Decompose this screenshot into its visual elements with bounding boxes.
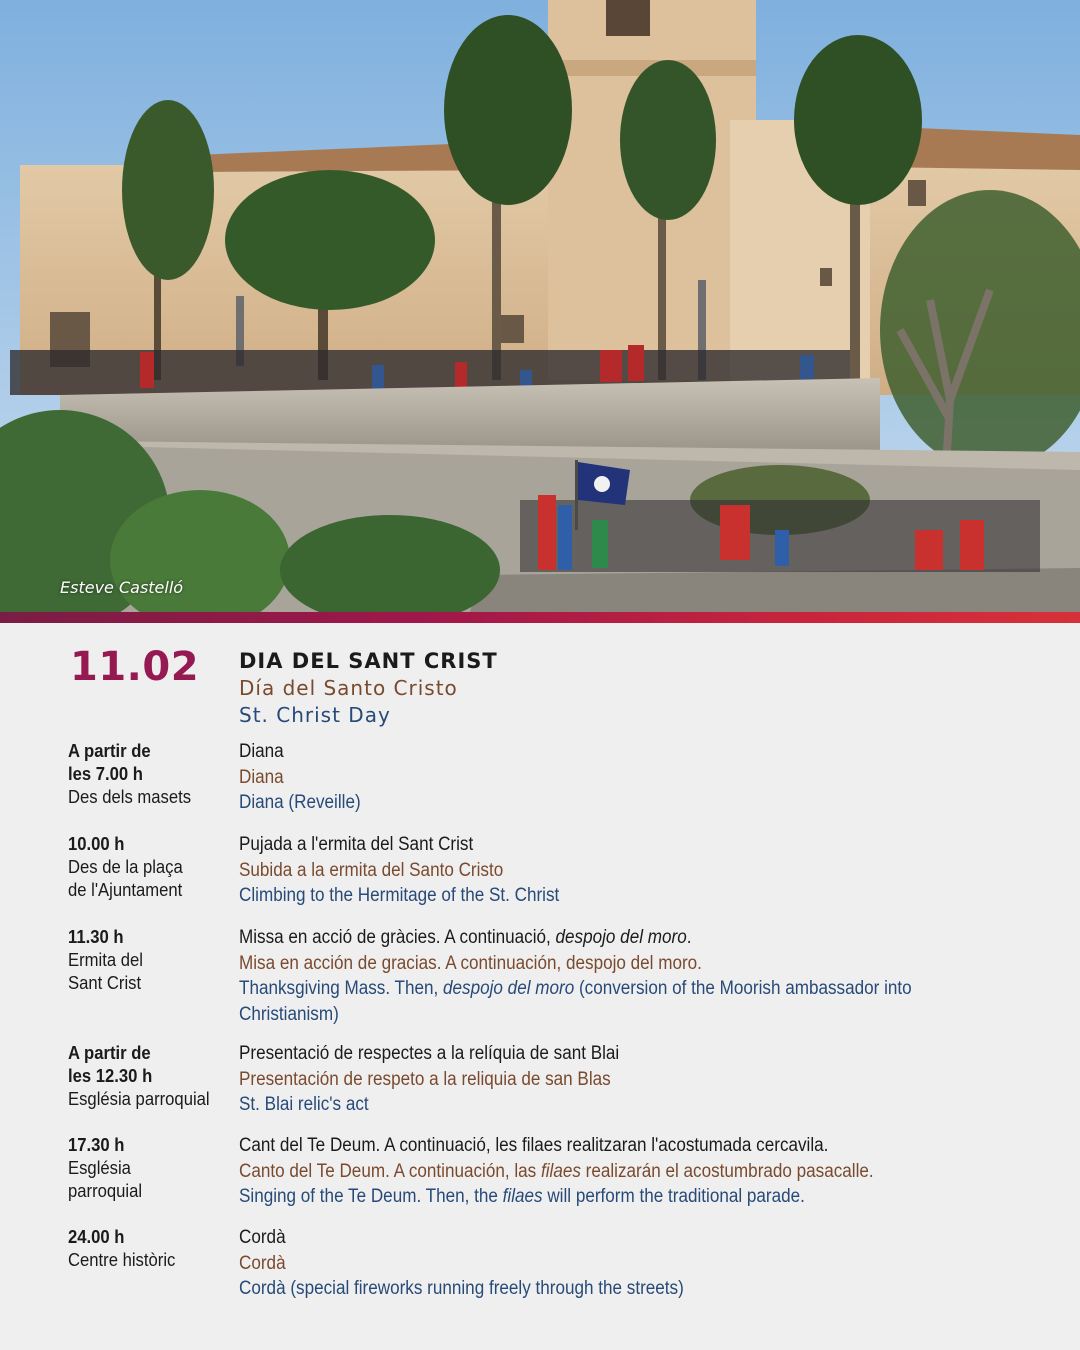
event-place: Església parroquial	[68, 1088, 210, 1109]
event-place: de l'Ajuntament	[68, 879, 183, 900]
event-time-place	[68, 1041, 217, 1110]
event-description	[239, 925, 959, 1027]
event-place: Des dels masets	[68, 786, 192, 807]
desc-english: Singing of the Te Deum. Then, the filaes will perform the traditional parade.	[239, 1186, 805, 1207]
event-time: les 7.00 h	[68, 763, 143, 784]
desc-spanish: Misa en acción de gracias. A continuación, despojo del moro.	[239, 952, 702, 974]
desc-catalan: Diana	[239, 741, 284, 762]
event-time-place	[68, 832, 217, 901]
event-place: Centre històric	[68, 1249, 176, 1270]
photo-illustration	[0, 0, 1080, 612]
event-time: 17.30 h	[68, 1134, 125, 1155]
desc-catalan: Pujada a l'ermita del Sant Crist	[239, 834, 474, 855]
event-place: Església	[68, 1157, 131, 1178]
event-place: Sant Crist	[68, 972, 142, 993]
event-description	[239, 832, 959, 909]
event-time: A partir de	[68, 740, 151, 761]
desc-catalan: Presentació de respectes a la relíquia de sant Blai	[239, 1043, 620, 1064]
event-date: 11.02	[70, 644, 200, 690]
desc-spanish: Presentación de respeto a la reliquia de san Blas	[239, 1068, 611, 1090]
desc-spanish: Subida a la ermita del Santo Cristo	[239, 859, 504, 881]
event-description	[239, 1041, 959, 1118]
desc-catalan: Cordà	[239, 1227, 286, 1248]
event-description	[239, 739, 959, 816]
event-description	[239, 1225, 959, 1302]
desc-english: Cordà (special fireworks running freely through the streets)	[239, 1278, 684, 1299]
title-catalan: DIA DEL SANT CRIST	[239, 649, 498, 673]
hermitage-photo	[0, 0, 1080, 612]
event-time: 24.00 h	[68, 1226, 125, 1247]
desc-english: Diana (Reveille)	[239, 792, 361, 813]
event-place: parroquial	[68, 1180, 143, 1201]
event-description	[239, 1133, 959, 1210]
event-time: A partir de	[68, 1042, 151, 1063]
event-time: les 12.30 h	[68, 1065, 153, 1086]
photo-credit: Esteve Castelló	[60, 578, 184, 597]
accent-stripe	[0, 612, 1080, 623]
desc-spanish: Diana	[239, 766, 284, 788]
desc-catalan: Missa en acció de gràcies. A continuació, despojo del moro.	[239, 927, 692, 948]
event-time-place	[68, 925, 217, 994]
event-time: 11.30 h	[68, 926, 124, 947]
desc-spanish: Cordà	[239, 1252, 286, 1274]
day-titles	[239, 648, 498, 729]
event-place: Des de la plaça	[68, 856, 183, 877]
desc-english-cont: Christianism)	[239, 1003, 339, 1025]
desc-english: Climbing to the Hermitage of the St. Christ	[239, 885, 560, 906]
event-time-place	[68, 1225, 217, 1271]
desc-spanish: Canto del Te Deum. A continuación, las filaes realizarán el acostumbrado pasacalle.	[239, 1160, 874, 1182]
event-time-place	[68, 739, 217, 808]
event-time: 10.00 h	[68, 833, 125, 854]
desc-catalan: Cant del Te Deum. A continuació, les filaes realitzaran l'acostumada cercavila.	[239, 1135, 829, 1156]
desc-english: Thanksgiving Mass. Then, despojo del moro (conversion of the Moorish ambassador into	[239, 978, 912, 999]
event-time-place	[68, 1133, 217, 1202]
title-spanish: Día del Santo Cristo	[239, 676, 458, 700]
title-english: St. Christ Day	[239, 703, 391, 727]
event-place: Ermita del	[68, 949, 143, 970]
desc-english: St. Blai relic's act	[239, 1094, 369, 1115]
